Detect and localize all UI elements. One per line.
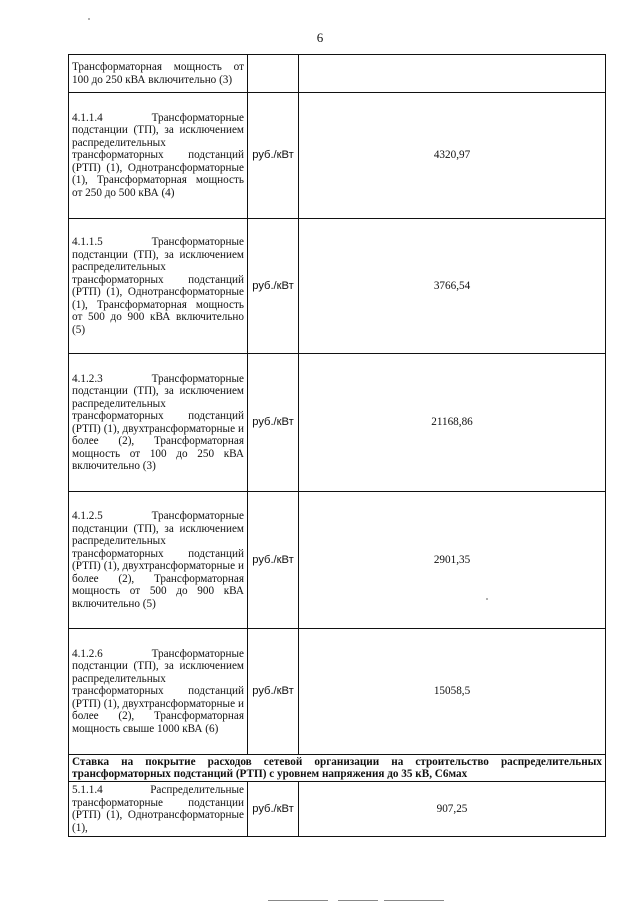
row-description: 5.1.1.4 Распределительные трансформаторные подстанции (РТП) (1), Однотрансформаторные (1), bbox=[69, 782, 248, 837]
row-description: 4.1.2.5 Трансформаторные подстанции (ТП), за исключением распределительных трансформаторных подстанций (РТП) (1), двухтрансформаторные и более (2), Трансформаторная мощность от 500 до 900 кВА включительно (5) bbox=[69, 492, 248, 629]
row-unit bbox=[248, 55, 299, 93]
row-value: 907,25 bbox=[299, 782, 606, 837]
row-unit: руб./кВт bbox=[248, 629, 299, 755]
row-unit: руб./кВт bbox=[248, 782, 299, 837]
scan-artifact bbox=[486, 598, 488, 600]
row-description: 4.1.2.6 Трансформаторные подстанции (ТП), за исключением распределительных трансформаторных подстанций (РТП) (1), двухтрансформаторные и более (2), Трансформаторная мощность свыше 1000 кВА (6) bbox=[69, 629, 248, 755]
row-value: 4320,97 bbox=[299, 93, 606, 219]
table-row bbox=[69, 354, 606, 492]
tariff-table bbox=[68, 54, 606, 837]
section-row bbox=[69, 755, 606, 782]
row-value: 3766,54 bbox=[299, 219, 606, 354]
row-unit: руб./кВт bbox=[248, 93, 299, 219]
row-description: Трансформаторная мощность от 100 до 250 кВА включительно (3) bbox=[69, 55, 248, 93]
row-description: 4.1.2.3 Трансформаторные подстанции (ТП), за исключением распределительных трансформаторных подстанций (РТП) (1), двухтрансформаторные и более (2), Трансформаторная мощность от 100 до 250 кВА включительно (3) bbox=[69, 354, 248, 492]
scan-artifact bbox=[384, 900, 444, 901]
row-value: 15058,5 bbox=[299, 629, 606, 755]
row-value: 21168,86 bbox=[299, 354, 606, 492]
page-number: 6 bbox=[316, 30, 324, 45]
section-heading: Ставка на покрытие расходов сетевой организации на строительство распределительных трансформаторных подстанций (РТП) с уровнем напряжения до 35 кВ, C6мах bbox=[69, 755, 606, 782]
row-description: 4.1.1.5 Трансформаторные подстанции (ТП), за исключением распределительных трансформаторных подстанций (РТП) (1), Однотрансформаторные (1), Трансформаторная мощность от 500 до 900 кВА включительно (5) bbox=[69, 219, 248, 354]
row-description: 4.1.1.4 Трансформаторные подстанции (ТП), за исключением распределительных трансформаторных подстанций (РТП) (1), Однотрансформаторные (1), Трансформаторная мощность от 250 до 500 кВА (4) bbox=[69, 93, 248, 219]
row-value: 2901,35 bbox=[299, 492, 606, 629]
row-unit: руб./кВт bbox=[248, 219, 299, 354]
table-row bbox=[69, 629, 606, 755]
scan-artifact bbox=[268, 900, 328, 901]
table-row bbox=[69, 93, 606, 219]
table-row bbox=[69, 492, 606, 629]
table-row bbox=[69, 782, 606, 837]
scan-artifact bbox=[88, 18, 90, 20]
row-value bbox=[299, 55, 606, 93]
row-unit: руб./кВт bbox=[248, 492, 299, 629]
row-unit: руб./кВт bbox=[248, 354, 299, 492]
table-row bbox=[69, 55, 606, 93]
table-row bbox=[69, 219, 606, 354]
scan-artifact bbox=[338, 900, 378, 901]
